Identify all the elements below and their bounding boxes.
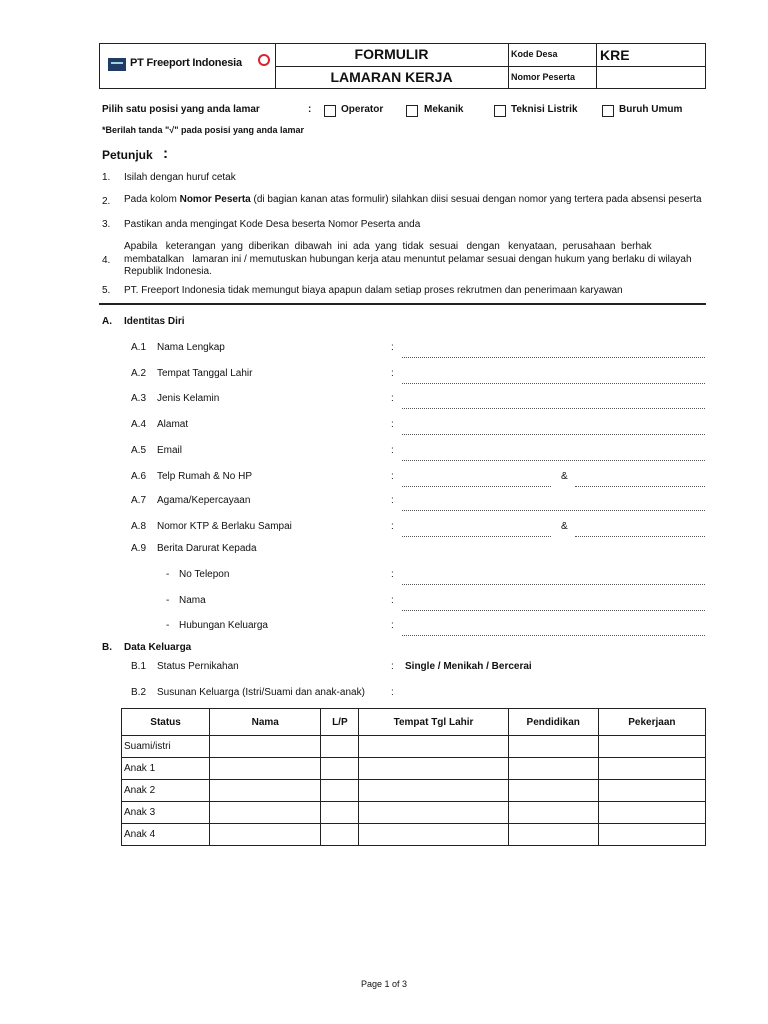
alamat-input[interactable]	[402, 434, 705, 435]
field-num: A.8	[131, 521, 147, 532]
dash: -	[166, 569, 170, 580]
cell-lp[interactable]	[321, 780, 359, 802]
form-title-1: FORMULIR	[354, 46, 429, 62]
ampersand: &	[561, 471, 568, 482]
position-prompt: Pilih satu posisi yang anda lamar	[102, 104, 260, 115]
petunjuk-colon: :	[163, 145, 168, 162]
table-row	[122, 824, 706, 846]
row-status: Anak 1	[122, 758, 210, 780]
telp-rumah-input[interactable]	[402, 486, 551, 487]
cell-pendidikan[interactable]	[508, 736, 598, 758]
susunan-keluarga-label: Susunan Keluarga (Istri/Suami dan anak-anak)	[157, 687, 365, 698]
ktp-label: Nomor KTP & Berlaku Sampai	[157, 521, 292, 532]
option-operator: Operator	[341, 104, 384, 115]
instruction-4-line2: membatalkan lamaran ini / memutuskan hubungan kerja atau menuntut pelamar sesuai dengan hukum yang berlaku di wilayah	[124, 254, 692, 265]
nomor-peserta-field[interactable]	[600, 69, 700, 87]
field-colon: :	[391, 368, 394, 379]
nomor-peserta-label: Nomor Peserta	[511, 72, 576, 82]
instruction-num: 5.	[102, 285, 111, 296]
cell-lp[interactable]	[321, 824, 359, 846]
table-row	[122, 780, 706, 802]
field-num: B.1	[131, 661, 147, 672]
field-colon: :	[391, 569, 394, 580]
darurat-hubungan-label: Hubungan Keluarga	[179, 620, 268, 631]
instruction-num: 1.	[102, 172, 111, 183]
instruction-5: PT. Freeport Indonesia tidak memungut biaya apapun dalam setiap proses rekrutmen dan penerimaan karyawan	[124, 285, 623, 296]
cell-lp[interactable]	[321, 736, 359, 758]
field-colon: :	[391, 495, 394, 506]
instruction-num: 3.	[102, 219, 111, 230]
row-status: Anak 2	[122, 780, 210, 802]
field-colon: :	[391, 445, 394, 456]
field-num: B.2	[131, 687, 147, 698]
ktp-input[interactable]	[402, 536, 551, 537]
berlaku-sampai-input[interactable]	[575, 536, 705, 537]
instruction-1: Isilah dengan huruf cetak	[124, 172, 236, 183]
cell-pendidikan[interactable]	[508, 824, 598, 846]
form-title-2: LAMARAN KERJA	[330, 69, 453, 85]
company-name: PT Freeport Indonesia	[130, 57, 242, 69]
cell-lp[interactable]	[321, 758, 359, 780]
field-colon: :	[391, 521, 394, 532]
field-colon: :	[391, 419, 394, 430]
cell-lp[interactable]	[321, 802, 359, 824]
field-colon: :	[391, 620, 394, 631]
cell-pendidikan[interactable]	[508, 758, 598, 780]
page-number: Page 1 of 3	[360, 979, 408, 989]
section-a-letter: A.	[102, 316, 112, 327]
instruction-4-line3: Republik Indonesia.	[124, 266, 212, 277]
alamat-label: Alamat	[157, 419, 189, 430]
table-row	[122, 802, 706, 824]
darurat-nama-label: Nama	[179, 595, 206, 606]
ttl-label: Tempat Tanggal Lahir	[157, 368, 253, 379]
field-colon: :	[391, 342, 394, 353]
cell-nama[interactable]	[210, 780, 321, 802]
section-b-title: Data Keluarga	[124, 642, 192, 653]
col-status: Status	[122, 709, 210, 736]
field-num: A.6	[131, 471, 147, 482]
col-pendidikan: Pendidikan	[508, 709, 598, 736]
cell-nama[interactable]	[210, 736, 321, 758]
field-num: A.3	[131, 393, 147, 404]
no-hp-input[interactable]	[575, 486, 705, 487]
email-input[interactable]	[402, 460, 705, 461]
field-num: A.9	[131, 543, 147, 554]
cell-ttl[interactable]	[359, 758, 508, 780]
jenis-kelamin-input[interactable]	[402, 408, 705, 409]
agama-label: Agama/Kepercayaan	[157, 495, 251, 506]
nama-lengkap-input[interactable]	[402, 357, 705, 358]
field-colon: :	[391, 471, 394, 482]
cell-nama[interactable]	[210, 802, 321, 824]
kode-desa-value[interactable]: KRE	[600, 47, 630, 63]
darurat-hubungan-input[interactable]	[402, 635, 705, 636]
cell-pekerjaan[interactable]	[598, 824, 705, 846]
cell-ttl[interactable]	[359, 780, 508, 802]
row-status: Anak 3	[122, 802, 210, 824]
berita-darurat-label: Berita Darurat Kepada	[157, 543, 257, 554]
col-pekerjaan: Pekerjaan	[598, 709, 705, 736]
field-colon: :	[391, 393, 394, 404]
cell-nama[interactable]	[210, 758, 321, 780]
form-header	[99, 43, 706, 89]
option-mekanik: Mekanik	[424, 104, 464, 115]
buruh-umum-checkbox[interactable]	[602, 105, 614, 117]
cell-nama[interactable]	[210, 824, 321, 846]
instruction-4-line1: Apabila keterangan yang diberikan dibawah ini ada yang tidak sesuai dengan kenyataan, perusahaan berhak	[124, 241, 652, 252]
col-nama: Nama	[210, 709, 321, 736]
position-colon: :	[308, 104, 312, 115]
kode-desa-label: Kode Desa	[511, 49, 558, 59]
cell-pekerjaan[interactable]	[598, 758, 705, 780]
teknisi-listrik-checkbox[interactable]	[494, 105, 506, 117]
option-buruh-umum: Buruh Umum	[619, 104, 683, 115]
row-status: Suami/istri	[122, 736, 210, 758]
family-table	[121, 708, 706, 846]
email-label: Email	[157, 445, 183, 456]
option-teknisi-listrik: Teknisi Listrik	[511, 104, 578, 115]
nomor-peserta-emphasis: Nomor Peserta	[179, 194, 251, 205]
row-status: Anak 4	[122, 824, 210, 846]
field-num: A.4	[131, 419, 147, 430]
field-num: A.7	[131, 495, 147, 506]
dash: -	[166, 620, 170, 631]
cell-pendidikan[interactable]	[508, 780, 598, 802]
cell-ttl[interactable]	[359, 802, 508, 824]
section-b-letter: B.	[102, 642, 112, 653]
table-row	[122, 736, 706, 758]
field-colon: :	[391, 595, 394, 606]
position-note: *Berilah tanda "√" pada posisi yang anda lamar	[102, 125, 305, 135]
darurat-nama-input[interactable]	[402, 610, 705, 611]
instruction-num: 2.	[102, 196, 111, 207]
darurat-telepon-input[interactable]	[402, 584, 705, 585]
agama-input[interactable]	[402, 510, 705, 511]
col-tempat-tgl-lahir: Tempat Tgl Lahir	[359, 709, 508, 736]
section-divider	[99, 303, 706, 305]
ttl-input[interactable]	[402, 383, 705, 384]
cell-pekerjaan[interactable]	[598, 802, 705, 824]
table-row	[122, 758, 706, 780]
field-num: A.5	[131, 445, 147, 456]
mekanik-checkbox[interactable]	[406, 105, 418, 117]
instruction-2: Pada kolom Nomor Peserta (di bagian kanan atas formulir) silahkan diisi sesuai dengan nomor yang tertera pada absensi peserta	[124, 194, 702, 205]
dash: -	[166, 595, 170, 606]
logo-mark-icon	[258, 54, 270, 66]
table-header-row	[122, 709, 706, 736]
field-num: A.2	[131, 368, 147, 379]
petunjuk-title: Petunjuk	[102, 148, 153, 162]
instruction-3: Pastikan anda mengingat Kode Desa beserta Nomor Peserta anda	[124, 219, 421, 230]
darurat-telepon-label: No Telepon	[179, 569, 230, 580]
freeport-logo-icon	[108, 58, 126, 71]
telp-label: Telp Rumah & No HP	[157, 471, 253, 482]
cell-ttl[interactable]	[359, 824, 508, 846]
section-a-title: Identitas Diri	[124, 316, 185, 327]
instruction-num: 4.	[102, 255, 111, 266]
jenis-kelamin-label: Jenis Kelamin	[157, 393, 220, 404]
cell-pekerjaan[interactable]	[598, 736, 705, 758]
field-num: A.1	[131, 342, 147, 353]
cell-pekerjaan[interactable]	[598, 780, 705, 802]
field-colon: :	[391, 661, 394, 672]
nama-lengkap-label: Nama Lengkap	[157, 342, 225, 353]
operator-checkbox[interactable]	[324, 105, 336, 117]
field-colon: :	[391, 687, 394, 698]
status-pernikahan-options[interactable]: Single / Menikah / Bercerai	[405, 661, 532, 672]
cell-pendidikan[interactable]	[508, 802, 598, 824]
ampersand: &	[561, 521, 568, 532]
status-pernikahan-label: Status Pernikahan	[157, 661, 239, 672]
cell-ttl[interactable]	[359, 736, 508, 758]
col-lp: L/P	[321, 709, 359, 736]
